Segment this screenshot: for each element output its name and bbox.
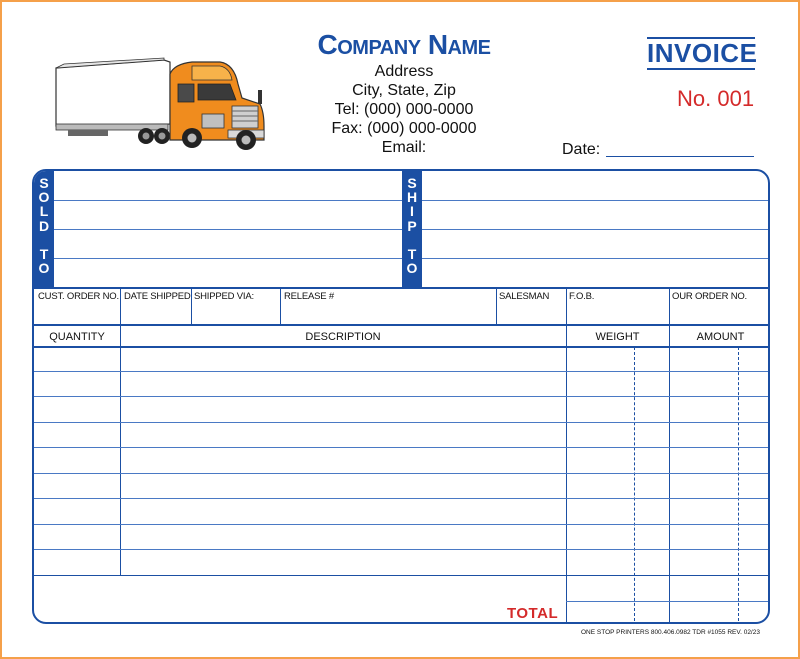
items-header-bottom-border: [34, 346, 770, 348]
items-header-top-border: [34, 324, 770, 326]
truck-logo: [52, 54, 268, 154]
company-city-state-zip: City, State, Zip: [352, 82, 456, 99]
sold-to-letter: T: [39, 245, 49, 262]
invoice-title: INVOICE: [647, 38, 758, 68]
company-phone: Tel: (000) 000-0000: [334, 101, 474, 118]
company-name: Company Name: [317, 29, 491, 60]
invoice-title-rule-bottom: [647, 68, 755, 70]
ship-to-letter: H: [406, 189, 418, 206]
item-row-line[interactable]: [34, 371, 770, 372]
release-label: RELEASE #: [284, 291, 334, 302]
our-order-no-label: OUR ORDER NO.: [672, 291, 747, 302]
item-row-line[interactable]: [34, 473, 770, 474]
ship-to-letter: [402, 233, 422, 247]
order-divider: [669, 288, 670, 324]
order-row-top-border: [34, 287, 770, 289]
weight-amount-subtotal-line[interactable]: [566, 601, 770, 602]
ship-to-line[interactable]: [422, 200, 770, 201]
sold-to-letter: S: [39, 175, 49, 191]
sold-to-letter: [34, 233, 54, 247]
sold-to-letter: D: [38, 217, 50, 234]
total-label: TOTAL: [507, 605, 559, 622]
item-row-line[interactable]: [34, 524, 770, 525]
sold-to-letter: O: [38, 189, 50, 206]
printer-footer: ONE STOP PRINTERS 800.406.0982 TDR #1055 REV. 02/23: [581, 629, 760, 636]
item-row-line[interactable]: [34, 549, 770, 550]
date-field[interactable]: [606, 156, 754, 157]
sold-to-letter: O: [38, 260, 50, 277]
amount-header: AMOUNT: [696, 331, 745, 343]
description-header: DESCRIPTION: [305, 331, 381, 343]
weight-decimal-divider: [634, 347, 635, 624]
company-address: Address: [374, 63, 434, 80]
sold-to-band: [34, 171, 54, 288]
company-info: [302, 28, 506, 157]
amount-decimal-divider: [738, 347, 739, 624]
date-shipped-label: DATE SHIPPED: [124, 291, 191, 302]
order-divider: [566, 288, 567, 324]
ship-to-letter: S: [407, 175, 417, 191]
sold-to-line[interactable]: [54, 258, 402, 259]
invoice-number: No. 001: [677, 86, 755, 111]
order-divider: [280, 288, 281, 324]
ship-to-letter: O: [406, 260, 418, 277]
fob-label: F.O.B.: [569, 291, 595, 302]
date-label: Date:: [562, 141, 601, 158]
order-divider: [191, 288, 192, 324]
ship-to-band: [402, 171, 422, 288]
weight-header: WEIGHT: [595, 331, 640, 343]
order-divider: [120, 288, 121, 324]
company-fax: Fax: (000) 000-0000: [331, 120, 477, 137]
sold-to-line[interactable]: [54, 200, 402, 201]
quantity-header: QUANTITY: [49, 331, 105, 343]
shipped-via-label: SHIPPED VIA:: [194, 291, 254, 302]
item-row-line[interactable]: [34, 396, 770, 397]
quantity-column-divider: [120, 324, 121, 576]
ship-to-line[interactable]: [422, 258, 770, 259]
ship-to-letter: T: [407, 245, 417, 262]
item-row-line[interactable]: [34, 498, 770, 499]
item-row-line[interactable]: [34, 447, 770, 448]
ship-to-letter: P: [407, 217, 417, 234]
invoice-form: [32, 169, 770, 624]
weight-column-divider: [566, 324, 567, 624]
sold-to-letter: L: [39, 203, 49, 220]
items-bottom-line: [34, 575, 770, 576]
amount-column-divider: [669, 324, 670, 624]
cust-order-no-label: CUST. ORDER NO.: [38, 291, 119, 302]
item-row-line[interactable]: [34, 422, 770, 423]
company-email: Email:: [381, 139, 427, 156]
ship-to-letter: I: [410, 203, 414, 220]
sold-to-line[interactable]: [54, 229, 402, 230]
salesman-label: SALESMAN: [499, 291, 550, 302]
order-divider: [496, 288, 497, 324]
ship-to-line[interactable]: [422, 229, 770, 230]
